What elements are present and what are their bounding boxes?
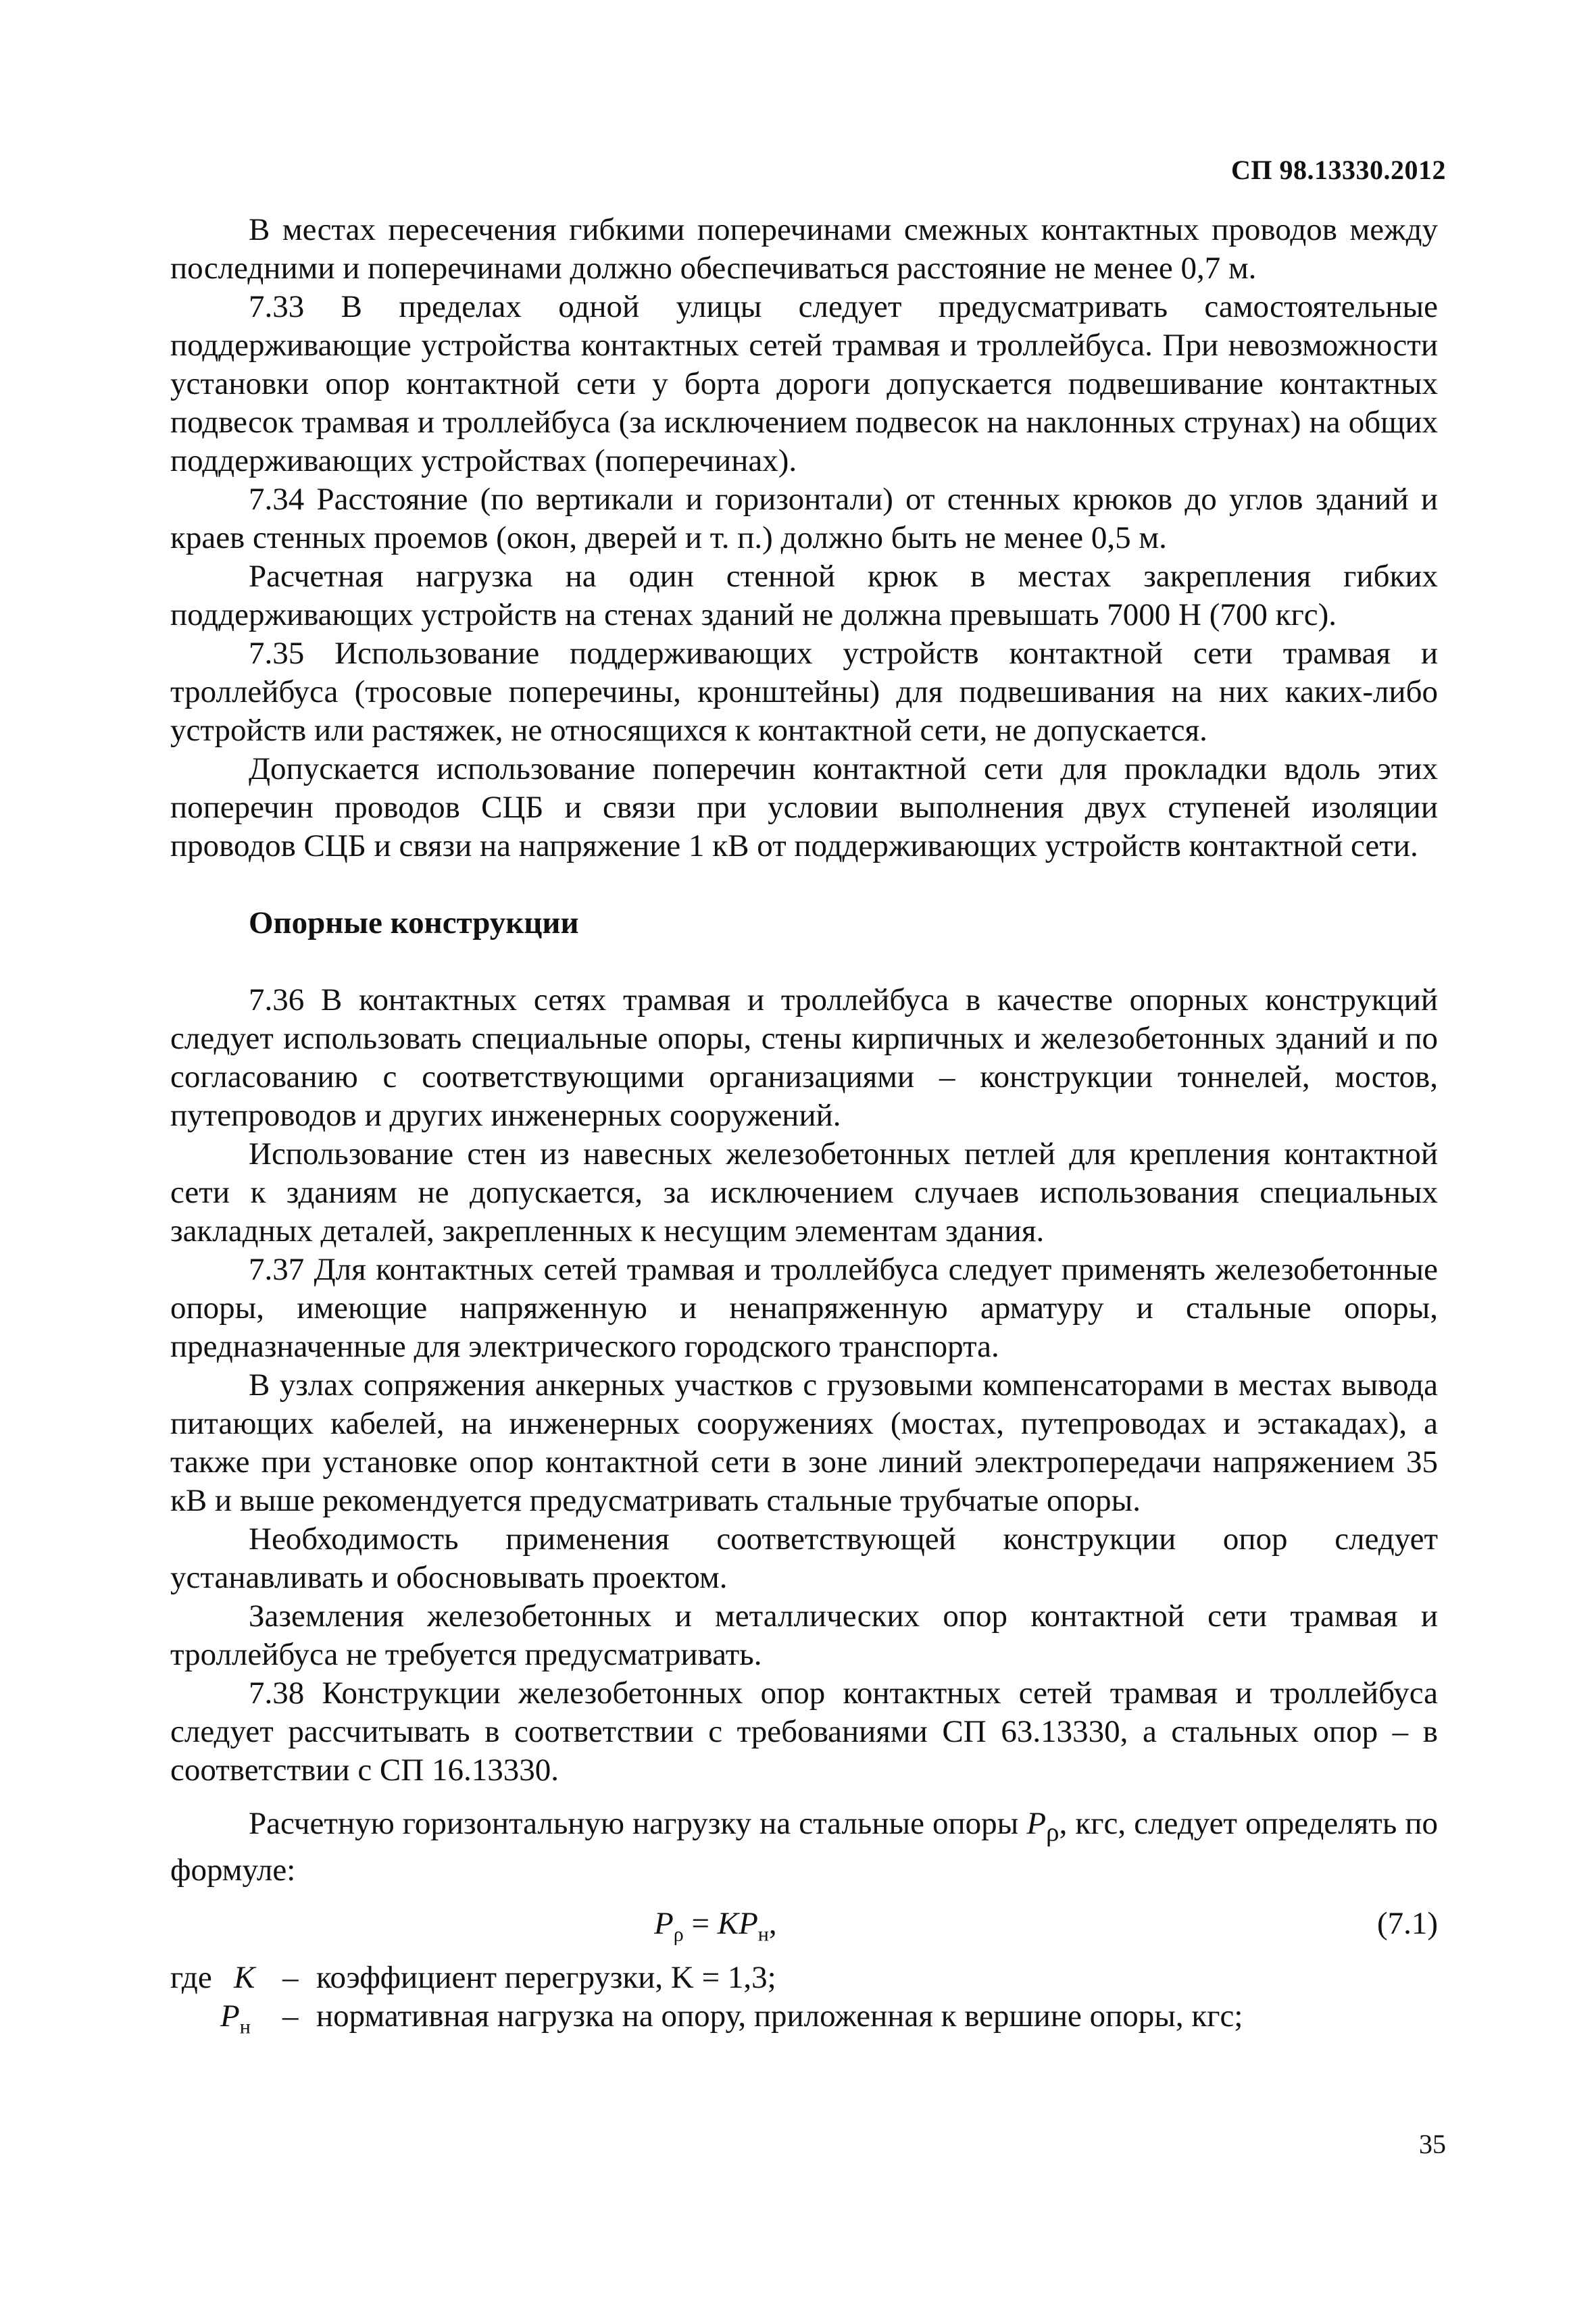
formula-intro-subscript: ρ (1046, 1817, 1059, 1847)
where-dash: – (282, 1998, 299, 2034)
where-item-k (170, 1959, 1438, 1997)
where-description: коэффициент перегрузки, K = 1,3; (316, 1960, 776, 1996)
paragraph: В местах пересечения гибкими поперечинами смежных контактных проводов между последними и поперечинами должно обеспечиваться расстояние не менее 0,7 м. (170, 212, 1438, 286)
where-symbol (220, 1997, 251, 2046)
paragraph: Расчетная нагрузка на один стенной крюк в местах закрепления гибких поддерживающих устройств на стенах зданий не должна превышать 7000 Н (700 кгс). (170, 559, 1438, 632)
formula-rhs: KP (717, 1906, 758, 1942)
formula-intro-symbol: P (1026, 1806, 1047, 1841)
where-dash: – (282, 1960, 299, 1996)
formula-7-1 (170, 1898, 1438, 1952)
paragraph: Необходимость применения соответствующей конструкции опор следует устанавливать и обосновывать проектом. (170, 1521, 1438, 1595)
formula-intro-text: Расчетную горизонтальную нагрузку на стальные опоры (249, 1806, 1027, 1841)
paragraph-7-35: 7.35 Использование поддерживающих устройств контактной сети трамвая и троллейбуса (тросовые поперечины, кронштейны) для подвешивания на них каких-либо устройств или растяжек, не относящихся к контактной сети, не допускается. (170, 636, 1438, 748)
formula-intro-text-tail: , кгс, следует определять по формуле: (170, 1806, 1439, 1888)
where-symbol-subscript: н (239, 2015, 251, 2038)
paragraph: Заземления железобетонных и металлических опор контактной сети трамвая и троллейбуса не требуется предусматривать. (170, 1599, 1438, 1672)
formula-lhs-subscript: ρ (673, 1923, 684, 1946)
page-number: 35 (1419, 2129, 1446, 2159)
document-code-header: СП 98.13330.2012 (1231, 155, 1446, 185)
paragraph-7-34: 7.34 Расстояние (по вертикали и горизонтали) от стенных крюков до углов зданий и краев стенных проемов (окон, дверей и т. п.) должно быть не менее 0,5 м. (170, 482, 1438, 555)
paragraph: Допускается использование поперечин контактной сети для прокладки вдоль этих поперечин проводов СЦБ и связи при условии выполнения двух ступеней изоляции проводов СЦБ и связи на напряжение 1 кВ от поддерживающих устройств контактной сети. (170, 751, 1438, 863)
formula-equals: = (683, 1906, 718, 1942)
where-symbol-letter: K (234, 1960, 255, 1996)
paragraph-7-36: 7.36 В контактных сетях трамвая и троллейбуса в качестве опорных конструкций следует использовать специальные опоры, стены кирпичных и железобетонных зданий и по согласованию с соответствующими организациями – конструкции тоннелей, мостов, путепроводов и других инженерных сооружений. (170, 982, 1438, 1133)
where-description: нормативная нагрузка на опору, приложенная к вершине опоры, кгс; (316, 1998, 1243, 2034)
formula-intro-paragraph (170, 1805, 1438, 1890)
paragraph-7-33: 7.33 В пределах одной улицы следует предусматривать самостоятельные поддерживающие устройства контактных сетей трамвая и троллейбуса. При невозможности установки опор контактной сети у борта дороги допускается подвешивание контактных подвесок трамвая и троллейбуса (за исключением подвесок на наклонных струнах) на общих поддерживающих устройствах (поперечинах). (170, 289, 1438, 478)
paragraph: Использование стен из навесных железобетонных петлей для крепления контактной сети к зданиям не допускается, за исключением случаев использования специальных закладных деталей, закрепленных к несущим элементам здания. (170, 1136, 1438, 1249)
where-item-pn (170, 1997, 1438, 2036)
paragraph-7-37: 7.37 Для контактных сетей трамвая и троллейбуса следует применять железобетонные опоры, имеющие напряженную и ненапряженную арматуру и стальные опоры, предназначенные для электрического городского транспорта. (170, 1252, 1438, 1364)
formula-rhs-subscript: н (757, 1923, 769, 1946)
formula-comma: , (768, 1906, 777, 1942)
paragraph-7-38: 7.38 Конструкции железобетонных опор контактных сетей трамвая и троллейбуса следует рассчитывать в соответствии с требованиями СП 63.13330, а стальных опор – в соответствии с СП 16.13330. (170, 1676, 1438, 1788)
where-lead: где (170, 1960, 212, 1996)
formula-lhs: P (654, 1906, 674, 1942)
document-body (170, 211, 1438, 2036)
paragraph: В узлах сопряжения анкерных участков с грузовыми компенсаторами в местах вывода питающих кабелей, на инженерных сооружениях (мостах, путепроводах и эстакадах), а также при установке опор контактной сети в зоне линий электропередачи напряжением 35 кВ и выше рекомендуется предусматривать стальные трубчатые опоры. (170, 1367, 1438, 1518)
formula-expression (654, 1905, 777, 1953)
equation-number: (7.1) (1376, 1906, 1438, 1942)
section-heading: Опорные конструкции (249, 905, 579, 940)
where-symbol-letter: P (220, 1998, 240, 2034)
